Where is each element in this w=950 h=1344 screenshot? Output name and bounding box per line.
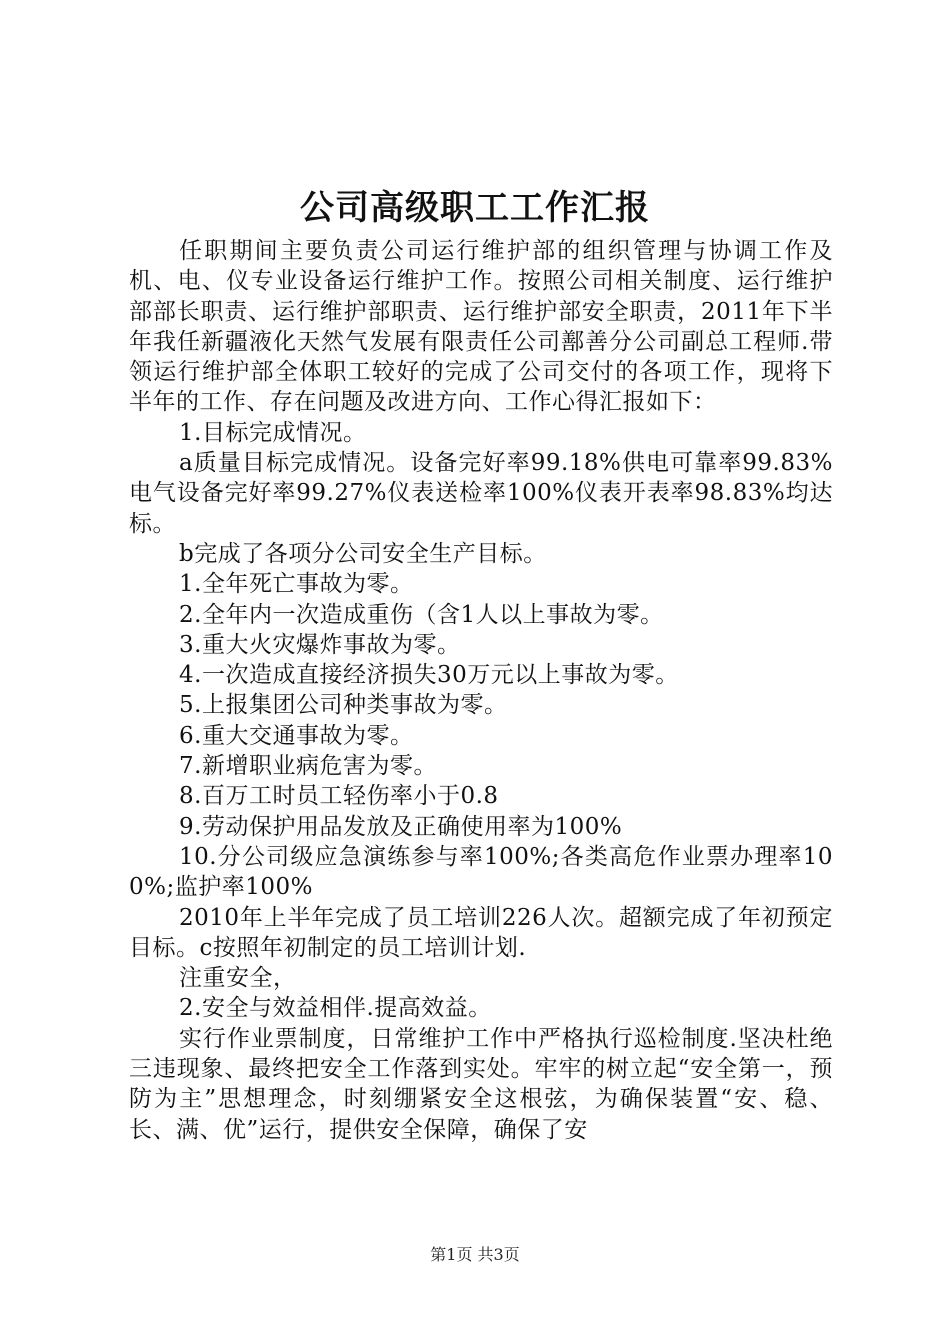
paragraph: 实行作业票制度，日常维护工作中严格执行巡检制度.坚决杜绝三违现象、最终把安全工作落到实处。牢牢的树立起“安全第一，预防为主”思想理念，时刻绷紧安全这根弦，为确保装置“安、稳、长、满、优”运行，提供安全保障，确保了安 bbox=[129, 1025, 833, 1143]
page-footer: 第1页 共3页 bbox=[430, 1245, 520, 1264]
list-item: 5.上报集团公司种类事故为零。 bbox=[179, 692, 508, 719]
paragraph: 任职期间主要负责公司运行维护部的组织管理与协调工作及机、电、仪专业设备运行维护工作。按照公司相关制度、运行维护部部长职责、运行维护部职责、运行维护部安全职责，2011年下半年我任新疆液化天然气发展有限责任公司鄯善分公司副总工程师.带领运行维护部全体职工较好的完成了公司交付的各项工作，现将下半年的工作、存在问题及改进方向、工作心得汇报如下： bbox=[129, 238, 833, 416]
paragraph: a质量目标完成情况。设备完好率99.18%供电可靠率99.83%电气设备完好率99.27%仪表送检率100%仪表开表率98.83%均达标。 bbox=[129, 450, 833, 537]
list-item: 10.分公司级应急演练参与率100%;各类高危作业票办理率100%;监护率100% bbox=[129, 843, 833, 901]
list-item: 1.全年死亡事故为零。 bbox=[179, 571, 414, 598]
paragraph: 1.目标完成情况。 bbox=[179, 419, 367, 446]
list-item: 8.百万工时员工轻伤率小于0.8 bbox=[179, 783, 499, 810]
list-item: 6.重大交通事故为零。 bbox=[179, 722, 414, 749]
paragraph: 2010年上半年完成了员工培训226人次。超额完成了年初预定目标。c按照年初制定的员工培训计划. bbox=[129, 904, 833, 961]
paragraph: 2.安全与效益相伴.提高效益。 bbox=[179, 995, 492, 1022]
list-item: 4.一次造成直接经济损失30万元以上事故为零。 bbox=[179, 662, 679, 689]
document-title: 公司高级职工工作汇报 bbox=[300, 188, 650, 228]
paragraph: b完成了各项分公司安全生产目标。 bbox=[179, 540, 547, 567]
list-item: 3.重大火灾爆炸事故为零。 bbox=[179, 631, 461, 658]
list-item: 7.新增职业病危害为零。 bbox=[179, 753, 437, 780]
list-item: 9.劳动保护用品发放及正确使用率为100% bbox=[179, 813, 623, 840]
paragraph: 注重安全， bbox=[179, 965, 297, 992]
document-body bbox=[129, 236, 833, 1145]
list-item: 2.全年内一次造成重伤（含1人以上事故为零。 bbox=[179, 601, 664, 628]
